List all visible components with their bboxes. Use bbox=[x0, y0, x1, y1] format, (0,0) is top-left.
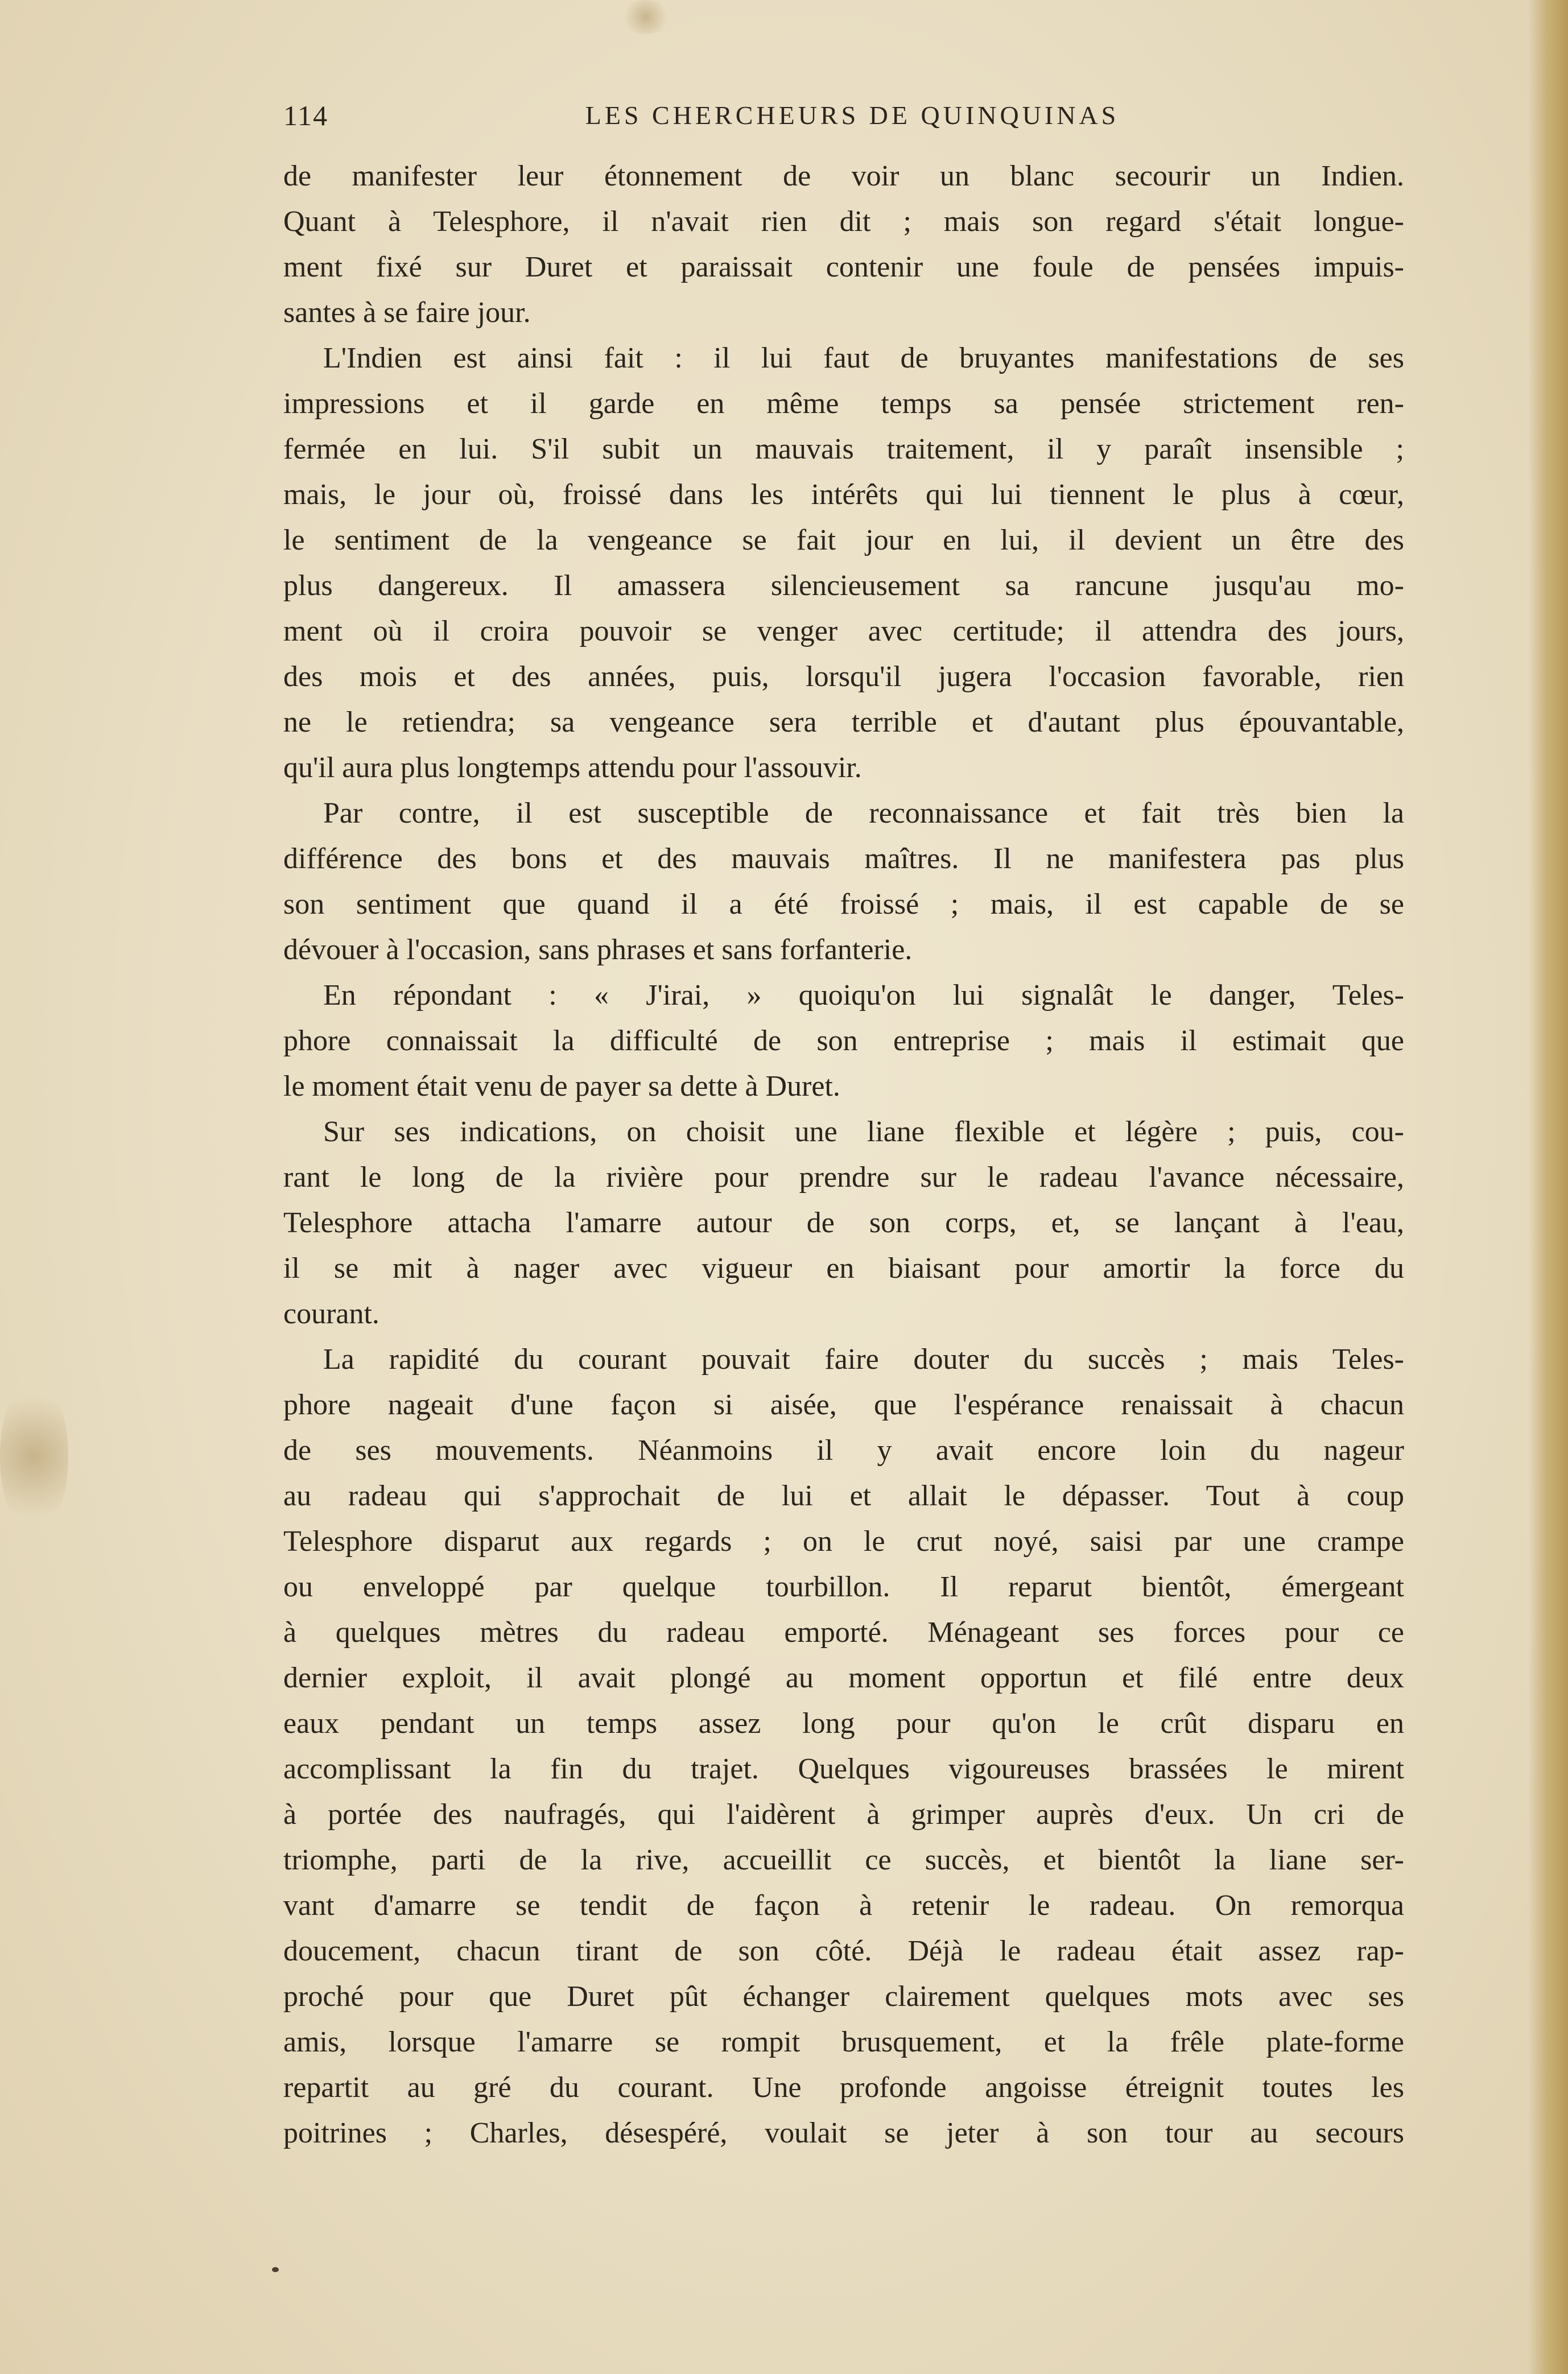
text-line: ment où il croira pouvoir se venger avec certitude; il attendra des jours, bbox=[283, 615, 1404, 647]
text-line: doucement, chacun tirant de son côté. Déjà le radeau était assez rap- bbox=[283, 1935, 1404, 1967]
text-line: poitrines ; Charles, désespéré, voulait se jeter à son tour au secours bbox=[283, 2117, 1404, 2149]
text-line: La rapidité du courant pouvait faire douter du succès ; mais Teles- bbox=[323, 1343, 1404, 1376]
text-line: triomphe, parti de la rive, accueillit ce succès, et bientôt la liane ser- bbox=[283, 1844, 1404, 1876]
running-title: LES CHERCHEURS DE QUINQUINAS bbox=[585, 101, 1120, 130]
text-line: courant. bbox=[283, 1298, 379, 1330]
text-line: ou enveloppé par quelque tourbillon. Il reparut bientôt, émergeant bbox=[283, 1571, 1404, 1603]
text-line: accomplissant la fin du trajet. Quelques vigoureuses brassées le mirent bbox=[283, 1753, 1404, 1785]
text-line: santes à se faire jour. bbox=[283, 296, 531, 329]
text-line: Telesphore attacha l'amarre autour de son corps, et, se lançant à l'eau, bbox=[283, 1207, 1404, 1239]
text-line: Par contre, il est susceptible de reconnaissance et fait très bien la bbox=[323, 797, 1404, 829]
text-line: Sur ses indications, on choisit une liane flexible et légère ; puis, cou- bbox=[323, 1116, 1404, 1148]
text-line: L'Indien est ainsi fait : il lui faut de bruyantes manifestations de ses bbox=[323, 342, 1404, 374]
text-line: phore connaissait la difficulté de son entreprise ; mais il estimait que bbox=[283, 1025, 1404, 1057]
text-line: ne le retiendra; sa vengeance sera terrible et d'autant plus épouvantable, bbox=[283, 706, 1404, 738]
text-line: phore nageait d'une façon si aisée, que l'espérance renaissait à chacun bbox=[283, 1389, 1404, 1421]
text-line: repartit au gré du courant. Une profonde angoisse étreignit toutes les bbox=[283, 2071, 1404, 2104]
text-line: qu'il aura plus longtemps attendu pour l'assouvir. bbox=[283, 752, 862, 784]
text-line: plus dangereux. Il amassera silencieusement sa rancune jusqu'au mo- bbox=[283, 569, 1404, 602]
page-number: 114 bbox=[283, 100, 329, 131]
page-header bbox=[283, 96, 1404, 135]
text-line: fermée en lui. S'il subit un mauvais traitement, il y paraît insensible ; bbox=[283, 433, 1404, 465]
text-line: à portée des naufragés, qui l'aidèrent à grimper auprès d'eux. Un cri de bbox=[283, 1798, 1404, 1831]
text-line: impressions et il garde en même temps sa pensée strictement ren- bbox=[283, 387, 1404, 420]
text-line: le moment était venu de payer sa dette à Duret. bbox=[283, 1070, 840, 1103]
text-line: à quelques mètres du radeau emporté. Ménageant ses forces pour ce bbox=[283, 1616, 1404, 1649]
ink-speck bbox=[272, 2267, 279, 2272]
text-line: eaux pendant un temps assez long pour qu'on le crût disparu en bbox=[283, 1707, 1404, 1740]
text-line: dernier exploit, il avait plongé au moment opportun et filé entre deux bbox=[283, 1662, 1404, 1694]
text-line: de manifester leur étonnement de voir un blanc secourir un Indien. bbox=[283, 160, 1404, 192]
text-line: le sentiment de la vengeance se fait jour en lui, il devient un être des bbox=[283, 524, 1404, 556]
text-line: Quant à Telesphore, il n'avait rien dit ; mais son regard s'était longue- bbox=[283, 205, 1404, 238]
text-line: vant d'amarre se tendit de façon à retenir le radeau. On remorqua bbox=[283, 1889, 1404, 1922]
text-line: En répondant : « J'irai, » quoiqu'on lui signalât le danger, Teles- bbox=[323, 979, 1404, 1011]
text-line: il se mit à nager avec vigueur en biaisant pour amortir la force du bbox=[283, 1252, 1404, 1285]
text-line: proché pour que Duret pût échanger clairement quelques mots avec ses bbox=[283, 1980, 1404, 2013]
text-line: de ses mouvements. Néanmoins il y avait encore loin du nageur bbox=[283, 1434, 1404, 1467]
text-line: des mois et des années, puis, lorsqu'il jugera l'occasion favorable, rien bbox=[283, 660, 1404, 693]
text-line: différence des bons et des mauvais maîtres. Il ne manifestera pas plus bbox=[283, 843, 1404, 875]
page-edge-shadow bbox=[1528, 0, 1568, 2374]
text-line: Telesphore disparut aux regards ; on le crut noyé, saisi par une crampe bbox=[283, 1525, 1404, 1558]
text-line: mais, le jour où, froissé dans les intérêts qui lui tiennent le plus à cœur, bbox=[283, 478, 1404, 511]
text-line: dévouer à l'occasion, sans phrases et sans forfanterie. bbox=[283, 934, 913, 966]
text-line: ment fixé sur Duret et paraissait contenir une foule de pensées impuis- bbox=[283, 251, 1404, 283]
body-text bbox=[283, 154, 1404, 2156]
text-line: au radeau qui s'approchait de lui et allait le dépasser. Tout à coup bbox=[283, 1480, 1404, 1512]
paper-stain bbox=[0, 1377, 68, 1536]
text-line: son sentiment que quand il a été froissé ; mais, il est capable de se bbox=[283, 888, 1404, 920]
text-line: amis, lorsque l'amarre se rompit brusquement, et la frêle plate-forme bbox=[283, 2026, 1404, 2058]
paper-stain bbox=[620, 0, 671, 34]
text-line: rant le long de la rivière pour prendre sur le radeau l'avance nécessaire, bbox=[283, 1161, 1404, 1194]
